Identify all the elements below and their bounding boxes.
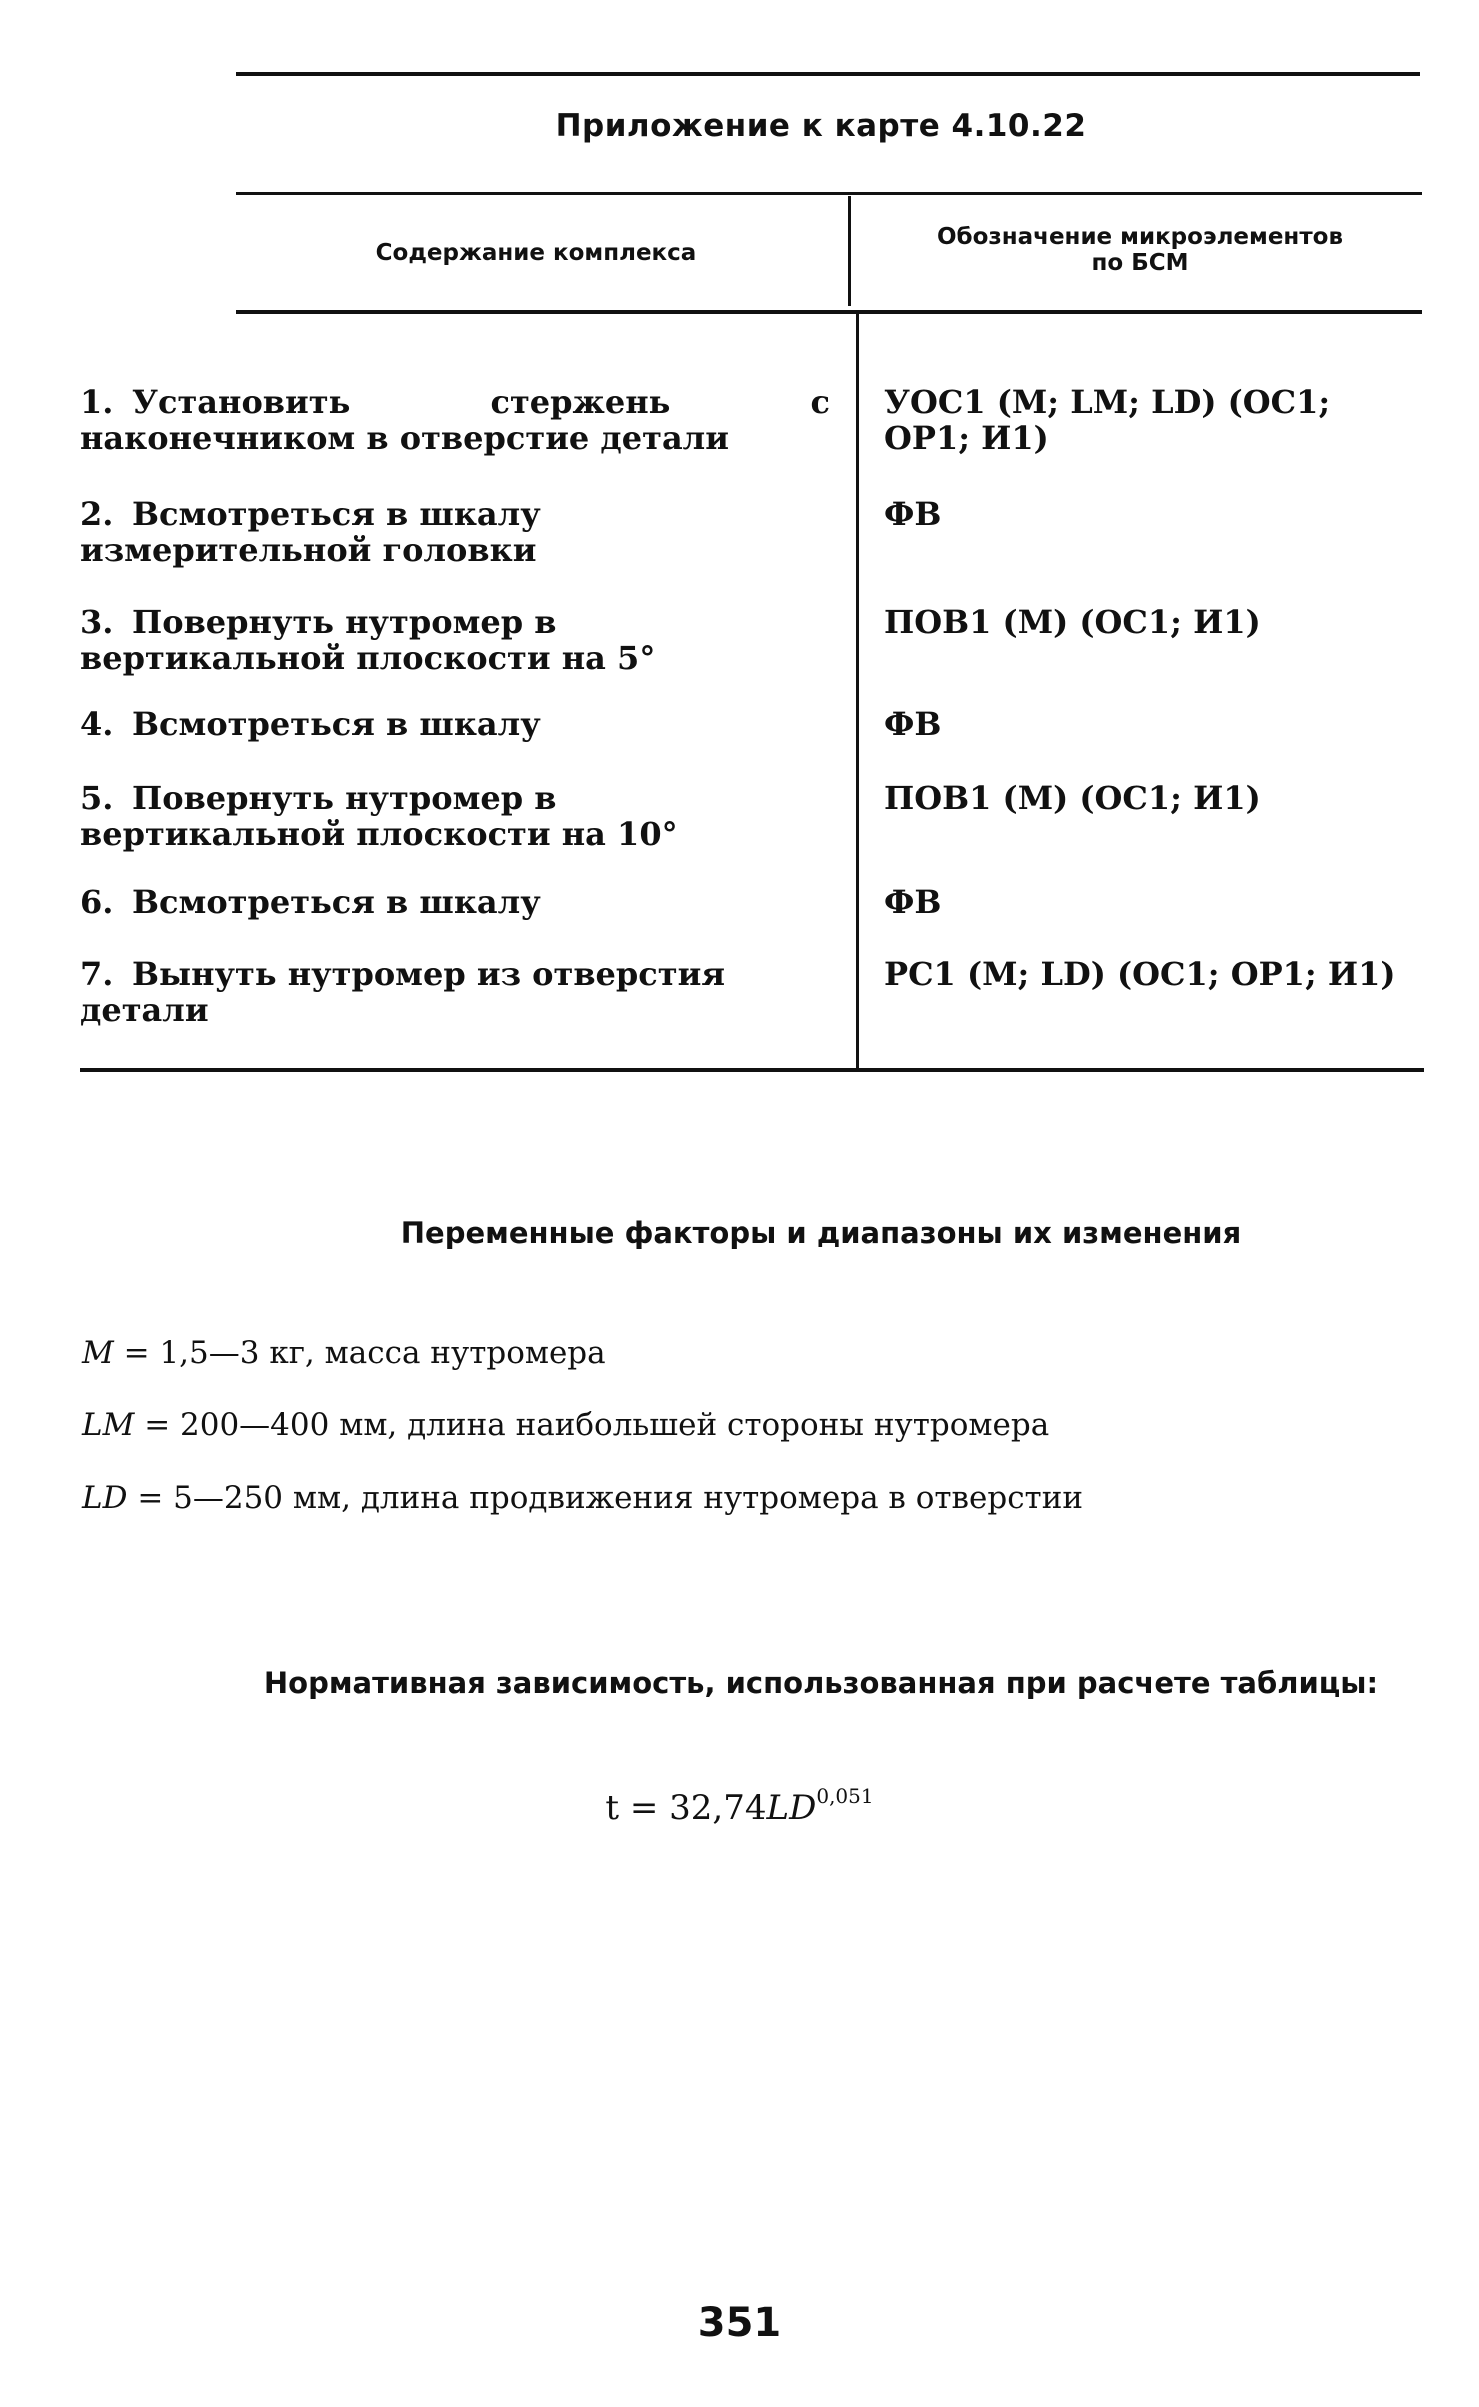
header-designation-line1: Обозначение микроэлементов [936,224,1344,250]
table-row-7-code: РС1 (M; LD) (ОС1; ОР1; И1) [884,955,1396,993]
table-row-6-text [80,884,830,920]
table-row-4-code: ФВ [884,705,942,743]
table-row-3-code: ПОВ1 (M) (ОС1; И1) [884,603,1261,641]
formula-exponent: 0,051 [816,1784,874,1808]
row-text: Всмотреться в шкалу [132,883,541,921]
row-text: Повернуть нутромер в вертикальной плоскости на 10° [80,779,678,853]
table-row-1-code: УОС1 (M; LM; LD) (ОС1; ОР1; И1) [884,383,1331,457]
row-text: Вынуть нутромер из отверстия детали [80,955,725,1029]
row-number: 5. [80,779,114,817]
table-row-4-text [80,706,830,742]
factor-description: = 5—250 мм, длина продвижения нутромера в отверстии [137,1480,1084,1516]
factor-symbol: LM [82,1407,135,1443]
row-text: Всмотреться в шкалу [132,705,541,743]
factor-symbol: LD [82,1480,128,1516]
normative-formula [0,1784,1479,1828]
factor-lm [82,1407,1382,1443]
row-number: 3. [80,603,114,641]
row-text: Повернуть нутромер в вертикальной плоскости на 5° [80,603,656,677]
header-content-label: Содержание комплекса [375,240,697,266]
table-bottom-rule [80,1068,1424,1072]
row-text: Всмотреться в шкалу измерительной головки [80,495,541,569]
table-row-7-text [80,956,830,1028]
factor-description: = 200—400 мм, длина наибольшей стороны нутромера [144,1407,1050,1443]
normative-section-title: Нормативная зависимость, использованная при расчете таблицы: [263,1666,1379,1700]
table-row-5-code: ПОВ1 (M) (ОС1; И1) [884,779,1261,817]
header-divider [848,196,851,306]
row-number: 2. [80,495,114,533]
header-designation [860,224,1420,276]
variables-section-title: Переменные факторы и диапазоны их изменения [400,1216,1242,1250]
header-bottom-rule [236,310,1422,314]
header-designation-line2: по БСМ [1091,250,1189,276]
table-row-6-code: ФВ [884,883,942,921]
row-text: Установить стержень с наконечником в отверстие детали [80,383,830,457]
header-top-rule [236,192,1422,195]
factor-m [82,1335,1382,1371]
appendix-title: Приложение к карте 4.10.22 [555,108,1087,144]
table-row-1-text [80,384,830,456]
formula-lhs: t = 32,74 [605,1788,767,1828]
header-content [236,240,836,266]
row-number: 7. [80,955,114,993]
table-row-2-text [80,496,830,568]
row-number: 6. [80,883,114,921]
factor-description: = 1,5—3 кг, масса нутромера [123,1335,606,1371]
factor-symbol: M [82,1335,114,1371]
row-number: 4. [80,705,114,743]
formula-variable: LD [766,1788,817,1828]
factor-ld [82,1480,1382,1516]
row-number: 1. [80,383,114,421]
page-number: 351 [697,2300,782,2346]
table-row-5-text [80,780,830,852]
table-row-3-text [80,604,830,676]
body-divider [856,314,859,1068]
table-row-2-code: ФВ [884,495,942,533]
top-rule [236,72,1420,76]
